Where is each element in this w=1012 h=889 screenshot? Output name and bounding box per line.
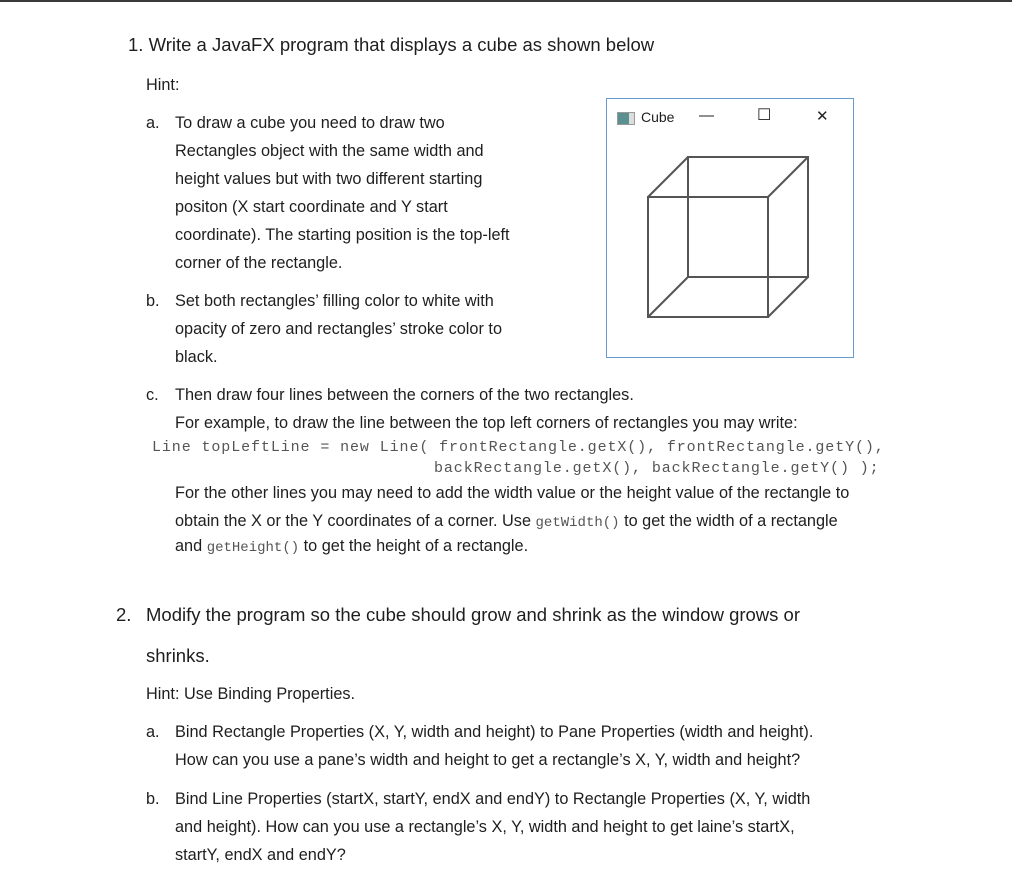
code-line: Line topLeftLine = new Line( frontRectangle.getX(), frontRectangle.getY(), bbox=[152, 439, 885, 456]
q1-title: 1. Write a JavaFX program that displays a cube as shown below bbox=[128, 34, 655, 55]
text: and bbox=[175, 537, 207, 555]
q1-a-line: positon (X start coordinate and Y start bbox=[175, 198, 448, 216]
q1-c-line: Then draw four lines between the corners of the two rectangles. bbox=[175, 386, 634, 404]
q2-a-line: Bind Rectangle Properties (X, Y, width and height) to Pane Properties (width and height). bbox=[175, 723, 814, 741]
inline-code: getHeight() bbox=[206, 540, 300, 556]
text: obtain the X or the Y coordinates of a corner. Use bbox=[175, 512, 536, 530]
window-title: Cube bbox=[641, 109, 675, 125]
bottom-left-line bbox=[648, 277, 688, 317]
q2-line: Modify the program so the cube should grow and shrink as the window grows or bbox=[146, 604, 801, 625]
q1-b-line: opacity of zero and rectangles’ stroke color to bbox=[175, 320, 502, 338]
cube-window-screenshot bbox=[606, 98, 854, 358]
q2-hint: Hint: Use Binding Properties. bbox=[146, 685, 356, 703]
q1-a-line: Rectangles object with the same width and bbox=[175, 142, 484, 160]
top-right-line bbox=[768, 157, 808, 197]
q2-line: shrinks. bbox=[146, 645, 210, 666]
q1-b-line: black. bbox=[175, 348, 218, 366]
q2-b-line: and height). How can you use a rectangle’s X, Y, width and height to get laine’s startX, bbox=[175, 818, 795, 836]
q2-a-line: How can you use a pane’s width and height to get a rectangle’s X, Y, width and height? bbox=[175, 751, 801, 769]
q1-c-line: For the other lines you may need to add the width value or the height value of the rectangle to bbox=[175, 484, 850, 502]
minimize-icon: — bbox=[699, 107, 714, 124]
q1-a-letter: a. bbox=[146, 114, 160, 132]
text: to get the height of a rectangle. bbox=[299, 537, 529, 555]
q1-c-line: For example, to draw the line between the top left corners of rectangles you may write: bbox=[175, 414, 798, 432]
q1-b-line: Set both rectangles’ filling color to white with bbox=[175, 292, 494, 310]
bottom-right-line bbox=[768, 277, 808, 317]
page-top-border bbox=[0, 0, 1012, 2]
q2-b-line: startY, endX and endY? bbox=[175, 846, 346, 864]
q1-a-line: corner of the rectangle. bbox=[175, 254, 343, 272]
q1-c-letter: c. bbox=[146, 386, 159, 404]
inline-code: getWidth() bbox=[535, 515, 620, 531]
q2-b-letter: b. bbox=[146, 790, 160, 808]
q1-a-line: height values but with two different starting bbox=[175, 170, 483, 188]
close-icon: ✕ bbox=[816, 108, 829, 125]
q1-c-line bbox=[175, 536, 528, 558]
text: to get the width of a rectangle bbox=[619, 512, 838, 530]
q1-hint-label: Hint: bbox=[146, 76, 180, 94]
maximize-icon: ☐ bbox=[757, 107, 772, 124]
q2-b-line: Bind Line Properties (startX, startY, endX and endY) to Rectangle Properties (X, Y, width bbox=[175, 790, 811, 808]
q2-number: 2. bbox=[116, 604, 132, 625]
q1-a-line: To draw a cube you need to draw two bbox=[175, 114, 445, 132]
q1-b-letter: b. bbox=[146, 292, 160, 310]
q1-a-line: coordinate). The starting position is the top-left bbox=[175, 226, 510, 244]
q1-c-line bbox=[175, 511, 838, 533]
q2-a-letter: a. bbox=[146, 723, 160, 741]
cube-drawing bbox=[607, 99, 853, 357]
top-left-line bbox=[648, 157, 688, 197]
code-line: backRectangle.getX(), backRectangle.getY() ); bbox=[434, 460, 880, 477]
